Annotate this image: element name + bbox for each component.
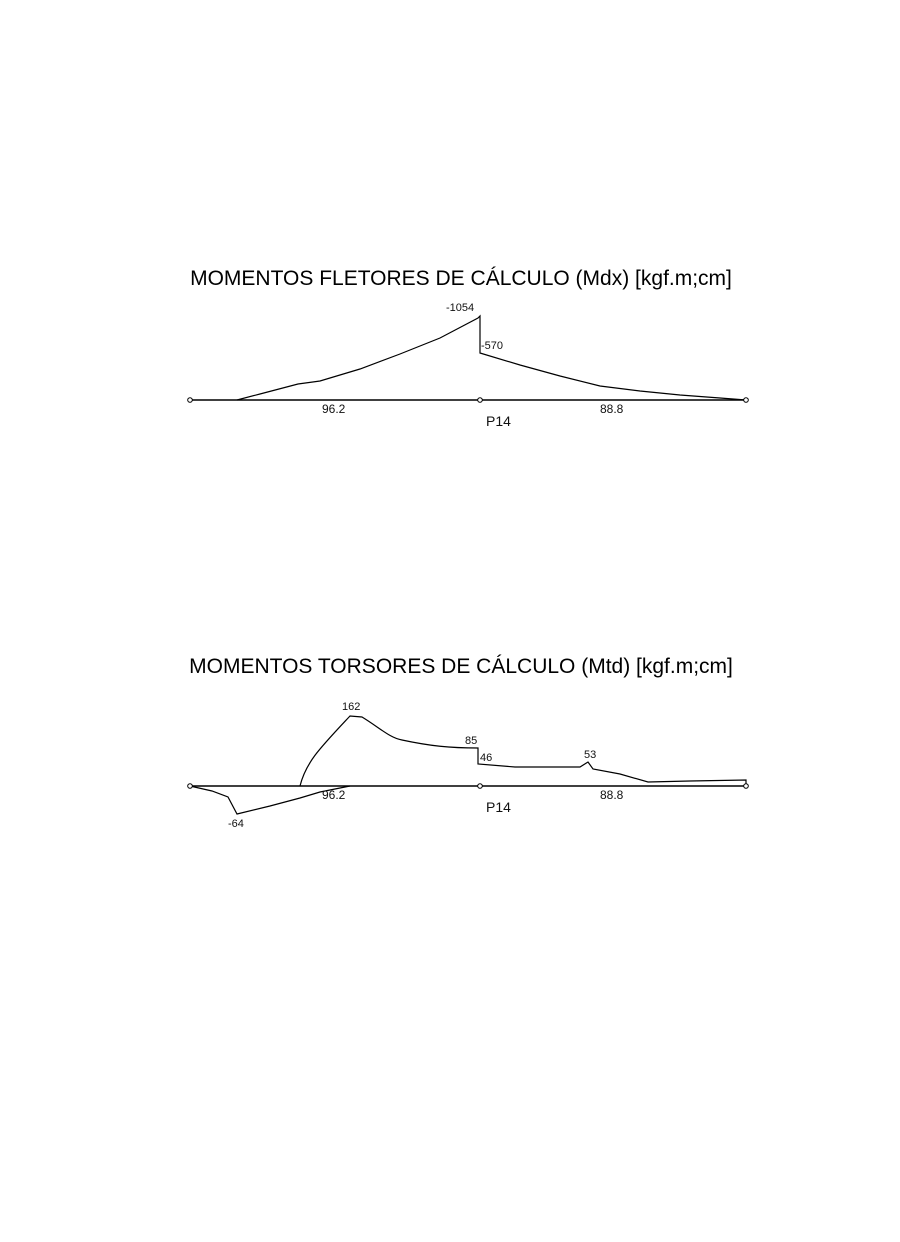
torsion-curve-peak [300,716,746,786]
support-node-left [188,398,193,403]
value-label-right: -570 [481,340,504,352]
support-node-right [744,398,749,403]
value-label-max: -1054 [446,302,475,314]
support-node-left [188,784,193,789]
span-label-right: 88.8 [600,788,624,802]
value-label-support-left: 85 [465,735,478,747]
support-node-p14 [478,398,483,403]
torsion-moment-plot [0,690,900,890]
span-label-left: 96.2 [322,788,346,802]
torsion-moment-title: MOMENTOS TORSORES DE CÁLCULO (Mtd) [kgf.m;cm] [189,655,733,678]
span-label-left: 96.2 [322,402,346,416]
support-node-p14 [478,784,483,789]
bending-moment-title: MOMENTOS FLETORES DE CÁLCULO (Mdx) [kgf.m;cm] [190,267,732,290]
value-label-peak: 162 [342,701,361,713]
support-node-right [744,784,749,789]
value-label-support-right: 46 [480,752,493,764]
moment-curve [237,316,746,400]
bending-moment-plot [0,290,900,490]
support-label: P14 [486,413,511,429]
value-label-min: -64 [228,818,244,830]
value-label-local-peak: 53 [584,749,597,761]
support-label: P14 [486,799,511,815]
span-label-right: 88.8 [600,402,624,416]
